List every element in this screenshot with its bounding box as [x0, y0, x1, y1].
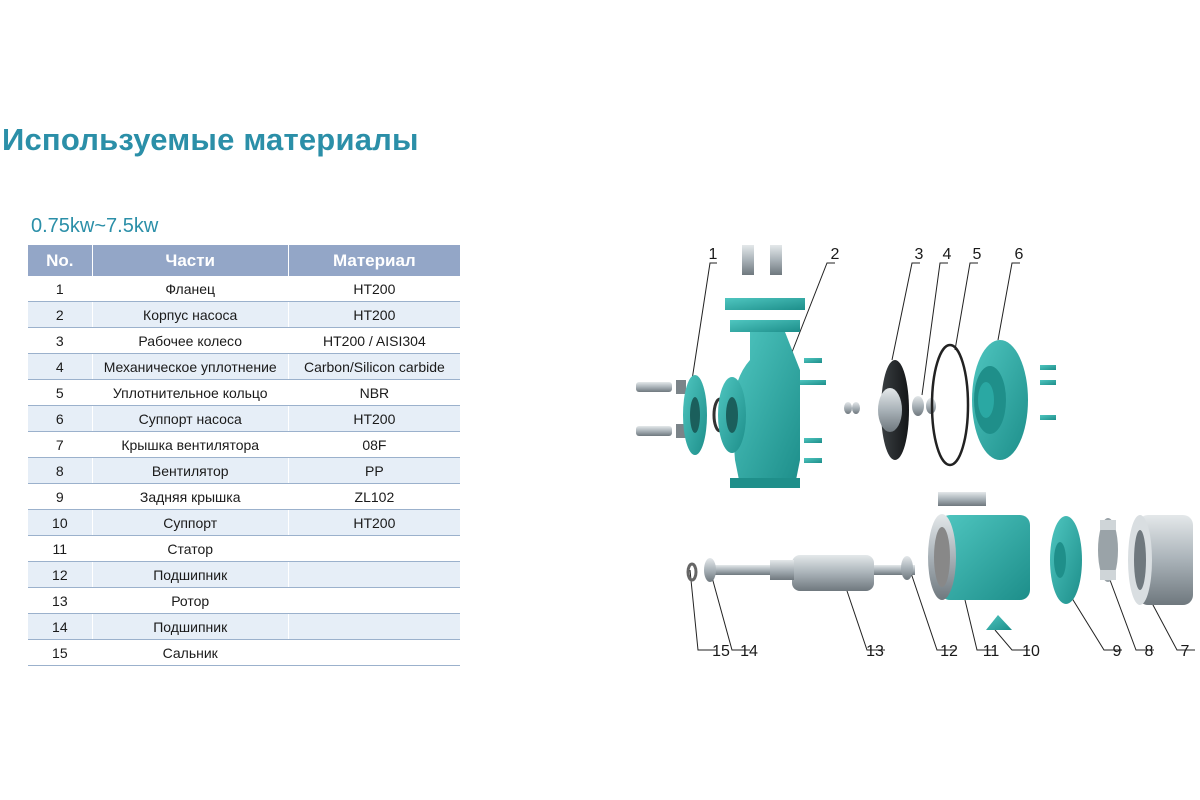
bearing-icon [901, 556, 913, 580]
row-no: 5 [28, 380, 92, 406]
header-no: No. [28, 245, 92, 276]
table-row [28, 640, 460, 666]
power-range: 0.75kw~7.5kw [31, 215, 159, 237]
row-part: Ротор [92, 588, 288, 614]
table-row [28, 302, 460, 328]
row-material [288, 614, 460, 640]
callout-5: 5 [972, 246, 982, 263]
callout-7: 7 [1180, 643, 1190, 660]
row-part: Задняя крышка [92, 484, 288, 510]
table-row [28, 484, 460, 510]
row-no: 7 [28, 432, 92, 458]
row-part: Механическое уплотнение [92, 354, 288, 380]
o-ring-icon [932, 345, 968, 465]
row-no: 6 [28, 406, 92, 432]
oil-seal-icon [688, 564, 696, 580]
callout-3: 3 [914, 246, 924, 263]
row-no: 14 [28, 614, 92, 640]
table-row [28, 406, 460, 432]
callout-9: 9 [1112, 643, 1122, 660]
table-row [28, 510, 460, 536]
row-part: Крышка вентилятора [92, 432, 288, 458]
row-material: HT200 [288, 406, 460, 432]
table-row [28, 562, 460, 588]
callout-15: 15 [712, 643, 730, 660]
rear-cover-icon [1050, 516, 1082, 604]
row-material: 08F [288, 432, 460, 458]
table-row [28, 614, 460, 640]
fan-cover-icon [1128, 515, 1193, 605]
row-material [288, 536, 460, 562]
pump-bracket-icon [972, 340, 1056, 460]
callout-12: 12 [940, 643, 958, 660]
pump-illustration [620, 230, 1200, 670]
flange-bolts-icon [636, 380, 686, 438]
table-row [28, 354, 460, 380]
row-material: PP [288, 458, 460, 484]
row-material: NBR [288, 380, 460, 406]
row-part: Статор [92, 536, 288, 562]
row-part: Суппорт [92, 510, 288, 536]
row-material: HT200 / AISI304 [288, 328, 460, 354]
row-part: Подшипник [92, 614, 288, 640]
callout-6: 6 [1014, 246, 1024, 263]
support-icon [986, 615, 1012, 630]
row-no: 8 [28, 458, 92, 484]
row-material: ZL102 [288, 484, 460, 510]
row-part: Вентилятор [92, 458, 288, 484]
row-material: HT200 [288, 276, 460, 302]
impeller-icon [878, 360, 909, 460]
header-part: Части [92, 245, 288, 276]
table-header-row [28, 245, 460, 276]
row-part: Суппорт насоса [92, 406, 288, 432]
row-part: Рабочее колесо [92, 328, 288, 354]
row-no: 9 [28, 484, 92, 510]
row-no: 15 [28, 640, 92, 666]
row-material: HT200 [288, 510, 460, 536]
row-no: 11 [28, 536, 92, 562]
row-no: 13 [28, 588, 92, 614]
table-row [28, 432, 460, 458]
table-row [28, 276, 460, 302]
table-row [28, 458, 460, 484]
row-material [288, 640, 460, 666]
materials-table [28, 245, 460, 666]
callout-4: 4 [942, 246, 952, 263]
callout-10: 10 [1022, 643, 1040, 660]
row-material [288, 588, 460, 614]
row-no: 10 [28, 510, 92, 536]
row-part: Фланец [92, 276, 288, 302]
bearing-icon [704, 558, 716, 582]
table-row [28, 380, 460, 406]
row-material [288, 562, 460, 588]
callout-14: 14 [740, 643, 758, 660]
exploded-pump-diagram [620, 230, 1200, 670]
fan-icon [1098, 518, 1118, 582]
callout-11: 11 [982, 643, 1000, 660]
table-row [28, 588, 460, 614]
row-no: 3 [28, 328, 92, 354]
row-no: 4 [28, 354, 92, 380]
table-row [28, 328, 460, 354]
row-material: HT200 [288, 302, 460, 328]
row-part: Сальник [92, 640, 288, 666]
callout-13: 13 [866, 643, 884, 660]
row-no: 12 [28, 562, 92, 588]
callout-1: 1 [708, 246, 718, 263]
row-part: Уплотнительное кольцо [92, 380, 288, 406]
row-material: Carbon/Silicon carbide [288, 354, 460, 380]
page-title: Используемые материалы [2, 122, 419, 157]
row-no: 2 [28, 302, 92, 328]
stator-icon [928, 492, 1030, 600]
callout-2: 2 [830, 246, 840, 263]
rotor-icon [715, 555, 915, 591]
table-row [28, 536, 460, 562]
header-material: Материал [288, 245, 460, 276]
callout-8: 8 [1144, 643, 1154, 660]
row-part: Подшипник [92, 562, 288, 588]
pump-body-icon [718, 245, 826, 488]
row-part: Корпус насоса [92, 302, 288, 328]
row-no: 1 [28, 276, 92, 302]
